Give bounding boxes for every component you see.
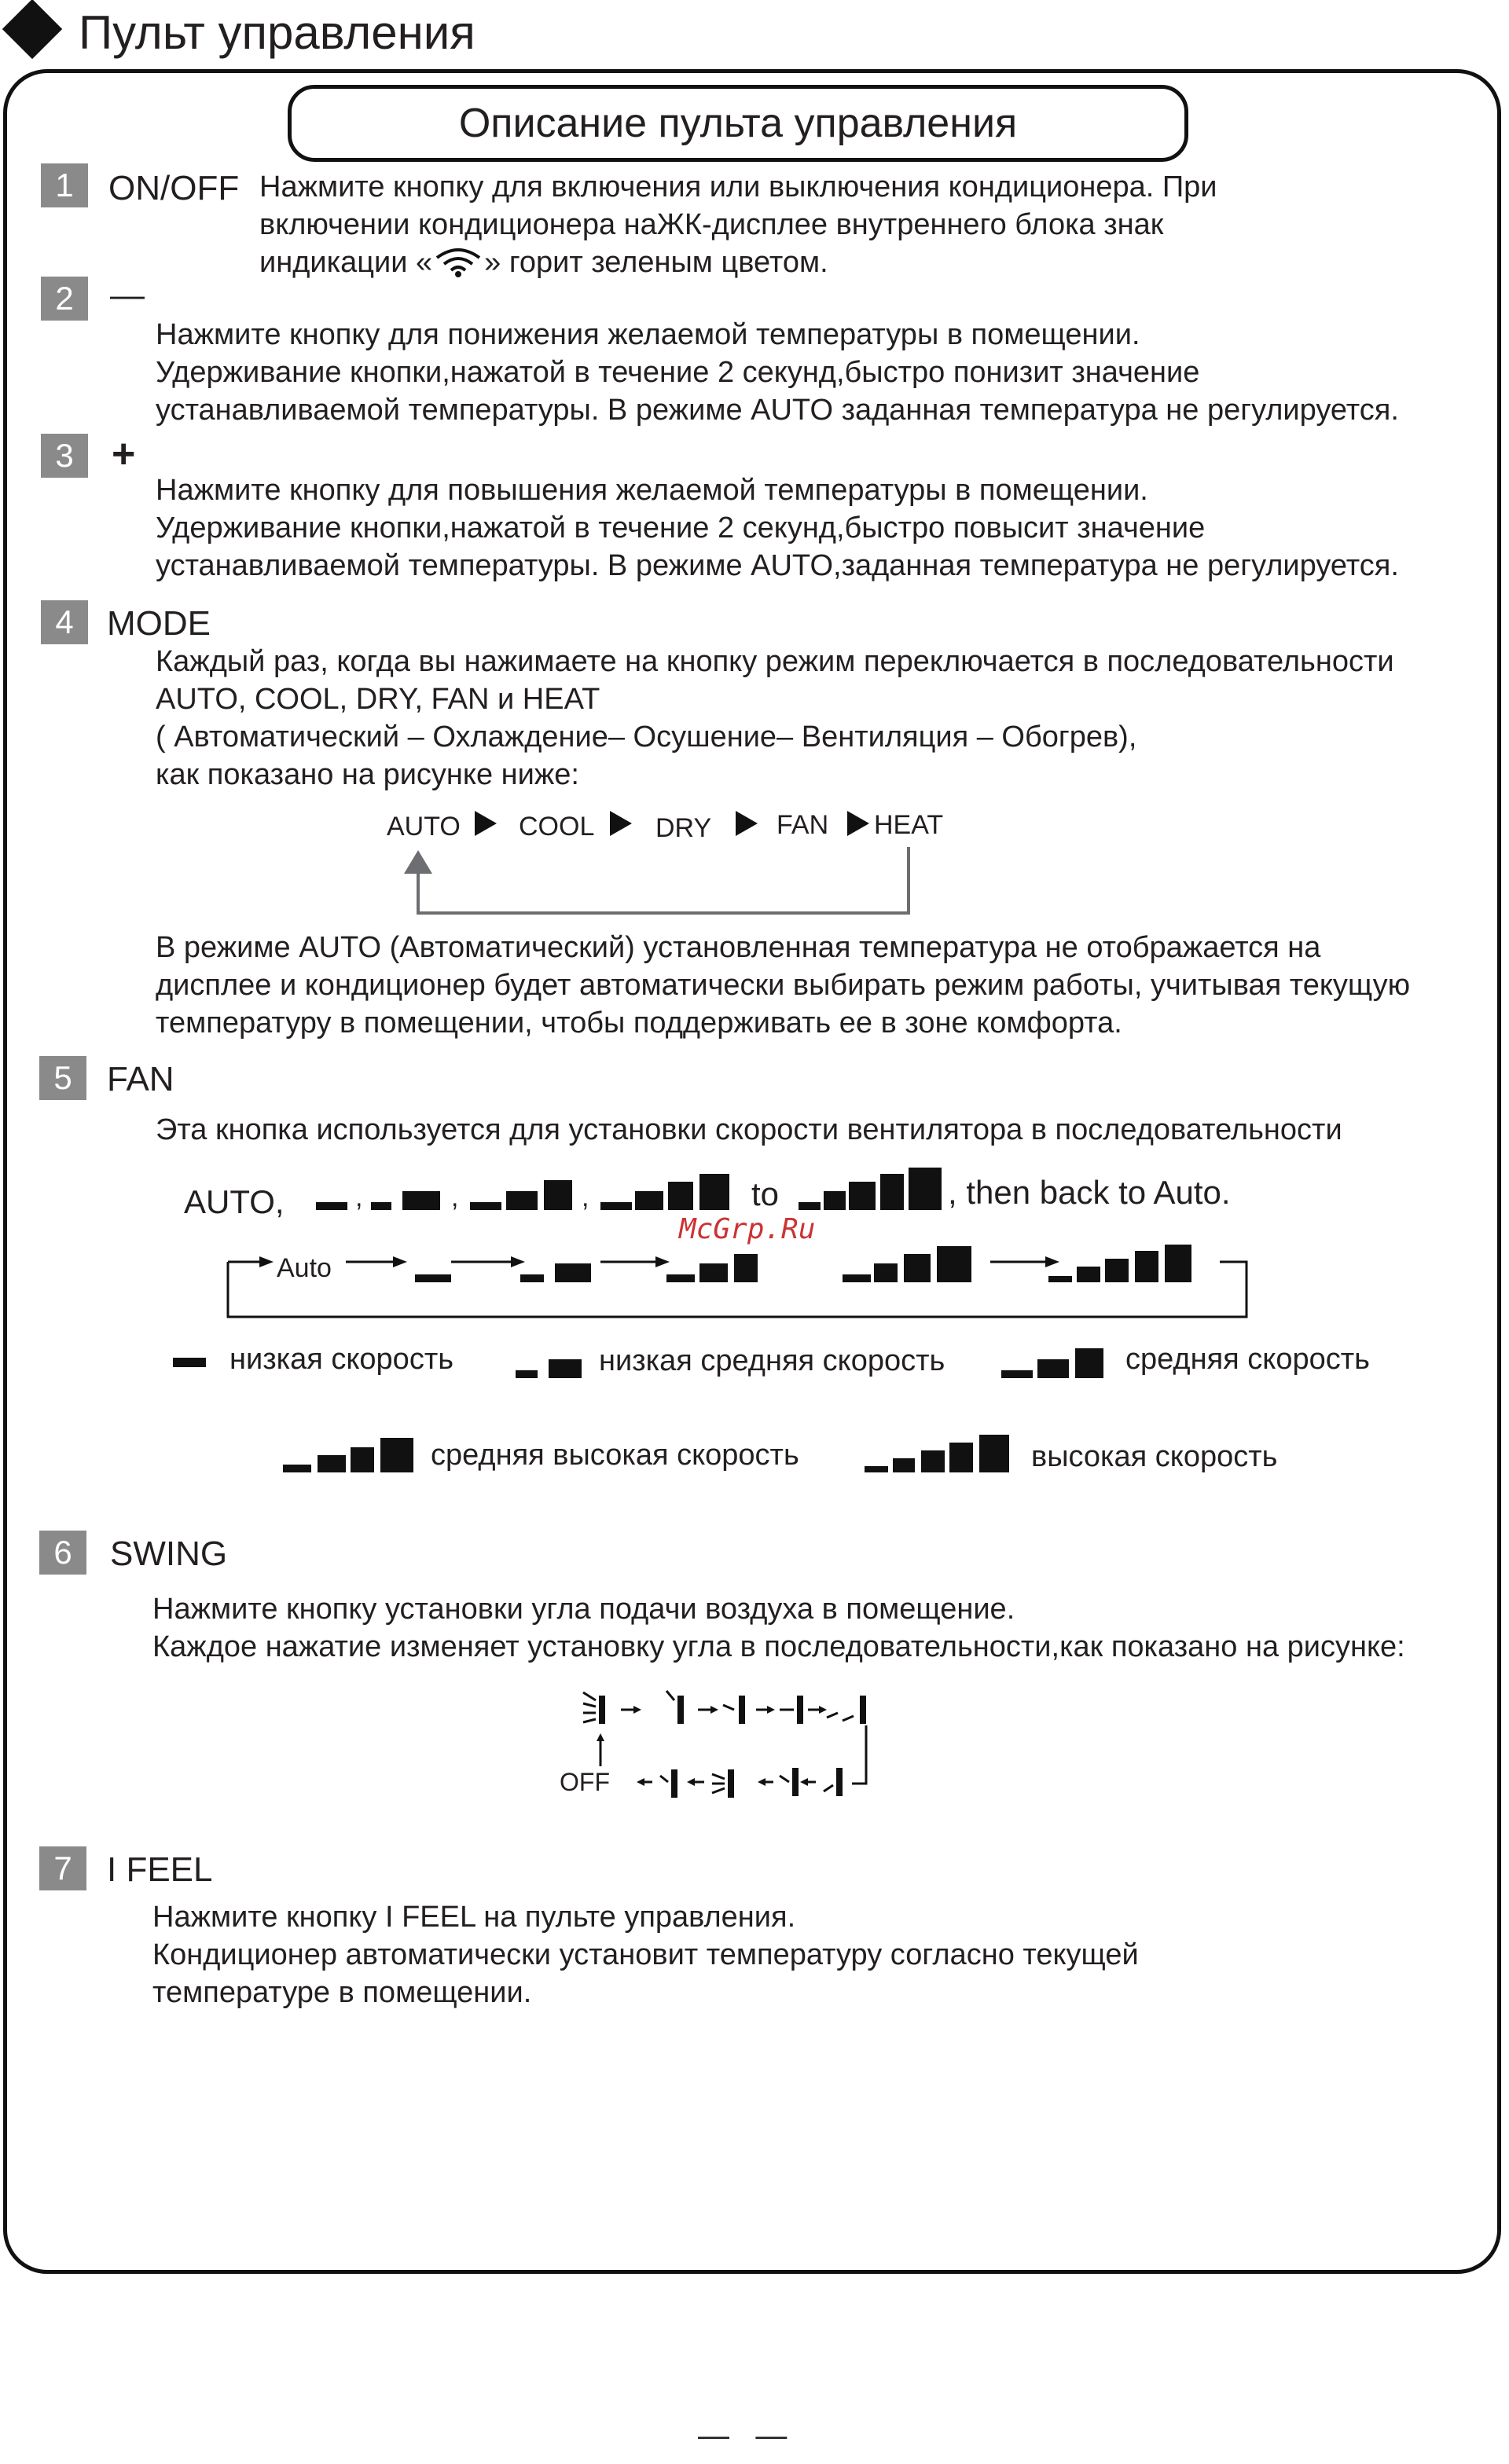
section-7-line-3: температуре в помещении.: [152, 1976, 532, 2009]
watermark: McGrp.Ru: [679, 1213, 816, 1245]
mode-heat-label: HEAT: [874, 810, 944, 840]
page-title: Пульт управления: [79, 6, 475, 59]
section-number-1: 1: [41, 163, 88, 207]
fan-cycle-auto-label: Auto: [277, 1253, 332, 1283]
section-4-line-4: как показано на рисунке ниже:: [156, 758, 579, 791]
swing-angle-3-icon: [780, 1696, 803, 1724]
button-name-mode: MODE: [107, 604, 211, 643]
section-7-line-1: Нажмите кнопку I FEEL на пульте управления.: [152, 1901, 796, 1934]
swing-angle-7-icon: [712, 1769, 734, 1798]
section-2-line-1: Нажмите кнопку для понижения желаемой температуры в помещении.: [156, 318, 1140, 351]
section-subtitle: Описание пульта управления: [288, 85, 1188, 162]
button-name-plus: +: [112, 431, 136, 477]
section-2-line-2: Удерживание кнопки,нажатой в течение 2 секунд,быстро понизит значение: [156, 356, 1200, 389]
mode-cool-label: COOL: [519, 812, 595, 842]
button-name-onoff: ON/OFF: [108, 169, 240, 207]
section-number-3: 3: [41, 434, 88, 478]
section-5-line-1: Эта кнопка используется для установки скорости вентилятора в последовательности: [156, 1113, 1342, 1146]
section-3-line-2: Удерживание кнопки,нажатой в течение 2 секунд,быстро повысит значение: [156, 512, 1206, 544]
legend-low-mid-label: низкая средняя скорость: [599, 1344, 945, 1377]
section-number-4: 4: [41, 600, 88, 644]
swing-off-label: OFF: [560, 1768, 610, 1796]
swing-sequence-diagram: [574, 1681, 888, 1807]
mode-arrow-icon: [736, 811, 758, 836]
section-number-7: 7: [39, 1846, 86, 1890]
mode-auto-label: AUTO: [387, 812, 461, 842]
legend-high-label: высокая скорость: [1031, 1440, 1278, 1473]
fan-sequence-to: to: [751, 1175, 780, 1212]
mode-arrow-icon: [847, 811, 869, 836]
swing-angle-1-icon: [666, 1691, 684, 1724]
page-footer: — —: [698, 2418, 788, 2453]
swing-angle-2-icon: [723, 1696, 745, 1724]
swing-angle-6-icon: [780, 1768, 799, 1796]
button-name-fan: FAN: [107, 1060, 174, 1098]
section-1-line-1: Нажмите кнопку для включения или выключения кондиционера. При: [259, 170, 1217, 204]
section-6-line-1: Нажмите кнопку установки угла подачи воздуха в помещение.: [152, 1593, 1015, 1626]
swing-all-angles-icon: [583, 1692, 605, 1724]
mode-dry-label: DRY: [655, 813, 712, 843]
section-6-line-2: Каждое нажатие изменяет установку угла в последовательности,как показано на рисунке:: [152, 1630, 1405, 1663]
section-4-note-3: температуру в помещении, чтобы поддерживать ее в зоне комфорта.: [156, 1006, 1122, 1040]
wifi-icon: [434, 247, 483, 278]
section-7-line-2: Кондиционер автоматически установит температуру согласно текущей: [152, 1938, 1139, 1971]
mode-fan-label: FAN: [777, 810, 829, 840]
fan-sequence-end: , then back to Auto.: [948, 1174, 1231, 1211]
section-3-line-1: Нажмите кнопку для повышения желаемой температуры в помещении.: [156, 474, 1148, 507]
legend-mid-label: средняя скорость: [1125, 1343, 1370, 1376]
button-name-swing: SWING: [110, 1534, 228, 1573]
section-1-line-3b: » горит зеленым цветом.: [484, 246, 828, 279]
swing-angle-4-icon: [827, 1696, 866, 1724]
section-1-line-3: [259, 244, 828, 281]
section-1-line-3a: индикации «: [259, 246, 433, 279]
section-4-note-1: В режиме AUTO (Автоматический) установленная температура не отображается на: [156, 931, 1321, 964]
section-3-line-3: устанавливаемой температуры. В режиме AUTO,заданная температура не регулируется.: [156, 549, 1399, 582]
section-4-note-2: дисплее и кондиционер будет автоматически выбирать режим работы, учитывая текущую: [156, 969, 1411, 1002]
section-number-2: 2: [41, 277, 88, 321]
mode-arrow-icon: [475, 811, 497, 836]
section-4-line-1: Каждый раз, когда вы нажимаете на кнопку режим переключается в последовательности: [156, 645, 1394, 678]
legend-mid-high-label: средняя высокая скорость: [431, 1439, 799, 1472]
mode-return-arrow-icon: [393, 847, 927, 918]
fan-sequence-start: AUTO,: [184, 1183, 285, 1220]
legend-low-label: низкая скорость: [229, 1343, 454, 1376]
button-name-ifeel: I FEEL: [107, 1850, 213, 1889]
section-2-line-3: устанавливаемой температуры. В режиме AUTO заданная температура не регулируется.: [156, 394, 1399, 427]
swing-angle-5-icon: [824, 1768, 843, 1796]
section-4-line-3: ( Автоматический – Охлаждение– Осушение– Вентиляция – Обогрев),: [156, 720, 1137, 754]
section-number-5: 5: [39, 1056, 86, 1100]
swing-angle-8-icon: [660, 1769, 677, 1798]
title-diamond-icon: [2, 0, 62, 59]
button-name-minus: —: [110, 276, 145, 314]
section-number-6: 6: [39, 1531, 86, 1575]
mode-arrow-icon: [610, 811, 632, 836]
section-4-line-2: AUTO, COOL, DRY, FAN и HEAT: [156, 683, 600, 716]
section-1-line-2: включении кондиционера наЖК-дисплее внутреннего блока знак: [259, 208, 1164, 241]
